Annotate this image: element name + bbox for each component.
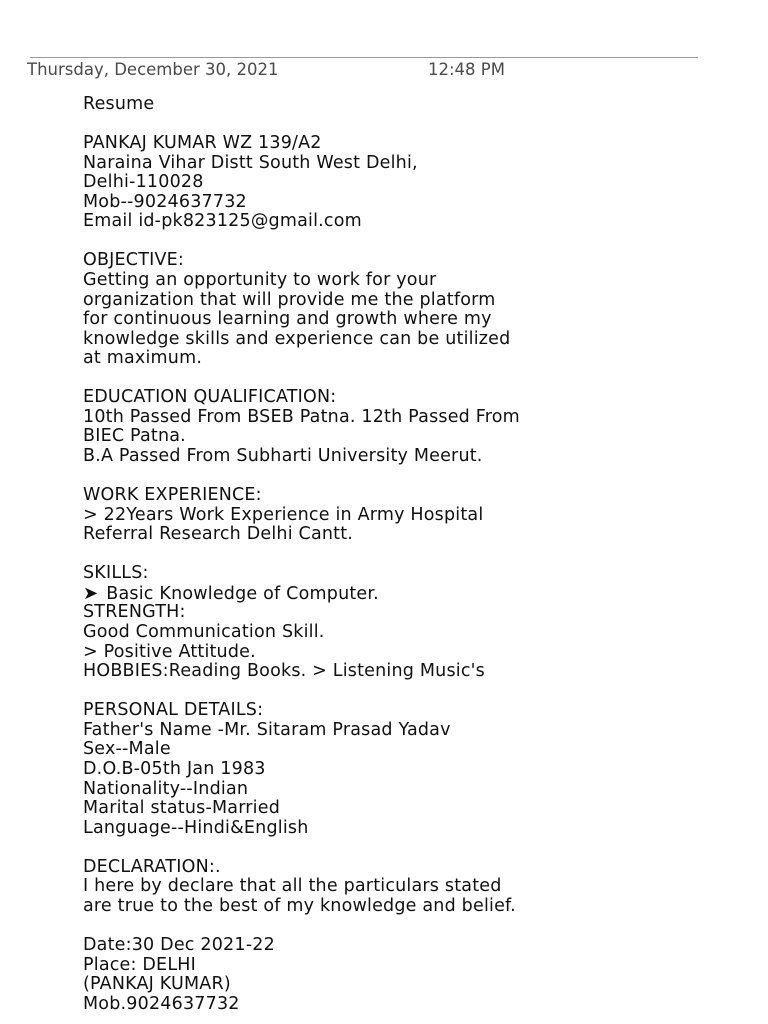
print-time: 12:48 PM [428,60,505,79]
objective-line: for continuous learning and growth where my [83,309,492,330]
education-line: BIEC Patna. [83,426,186,447]
contact-address-line: Naraina Vihar Distt South West Delhi, [83,152,418,173]
personal-details-heading: PERSONAL DETAILS: [83,700,264,721]
education-section [83,388,723,466]
declaration-line: are true to the best of my knowledge and belief. [83,895,516,916]
signoff-place: Place: DELHI [83,954,196,975]
declaration-heading: DECLARATION:. [83,856,221,877]
skills-item-text: Basic Knowledge of Computer. [106,583,379,604]
skills-section [83,564,723,682]
signoff-section [83,936,723,1014]
work-experience-line: > 22Years Work Experience in Army Hospital [83,504,484,525]
contact-city-pin: Delhi-110028 [83,172,204,193]
objective-heading: OBJECTIVE: [83,250,184,271]
declaration-section [83,858,723,917]
personal-detail-line: Father's Name -Mr. Sitaram Prasad Yadav [83,719,451,740]
skills-heading: SKILLS: [83,563,149,584]
personal-details-section [83,701,723,838]
signoff-date: Date:30 Dec 2021-22 [83,934,275,955]
personal-detail-line: Marital status-Married [83,798,281,819]
work-experience-heading: WORK EXPERIENCE: [83,485,262,506]
objective-line: knowledge skills and experience can be utilized [83,328,511,349]
objective-line: Getting an opportunity to work for your [83,269,437,290]
objective-line: organization that will provide me the platform [83,289,496,310]
signoff-mobile: Mob.9024637732 [83,993,240,1014]
print-date: Thursday, December 30, 2021 [27,60,279,79]
strength-line: Good Communication Skill. [83,622,325,643]
contact-block [83,134,723,232]
personal-detail-line: Sex--Male [83,739,171,760]
personal-detail-line: Nationality--Indian [83,778,249,799]
skills-item [83,584,723,604]
personal-detail-line: D.O.B-05th Jan 1983 [83,758,266,779]
strength-line: > Positive Attitude. [83,641,256,662]
contact-mobile: Mob--9024637732 [83,191,247,212]
education-heading: EDUCATION QUALIFICATION: [83,387,337,408]
document-title: Resume [83,94,155,114]
objective-section [83,251,723,369]
strength-heading: STRENGTH: [83,602,186,623]
hobbies-line: HOBBIES:Reading Books. > Listening Music's [83,661,485,682]
work-experience-line: Referral Research Delhi Cantt. [83,524,354,545]
objective-line: at maximum. [83,348,203,369]
arrow-bullet-icon: ➤ [83,582,99,604]
resume-body [83,95,723,1014]
education-line: B.A Passed From Subharti University Meerut. [83,446,483,467]
header-divider [30,57,698,58]
personal-detail-line: Language--Hindi&English [83,817,309,838]
contact-email: Email id-pk823125@gmail.com [83,211,362,232]
signoff-name: (PANKAJ KUMAR) [83,974,231,995]
contact-name-address: PANKAJ KUMAR WZ 139/A2 [83,132,322,153]
declaration-line: I here by declare that all the particulars stated [83,876,502,897]
work-experience-section [83,486,723,545]
education-line: 10th Passed From BSEB Patna. 12th Passed From [83,406,520,427]
